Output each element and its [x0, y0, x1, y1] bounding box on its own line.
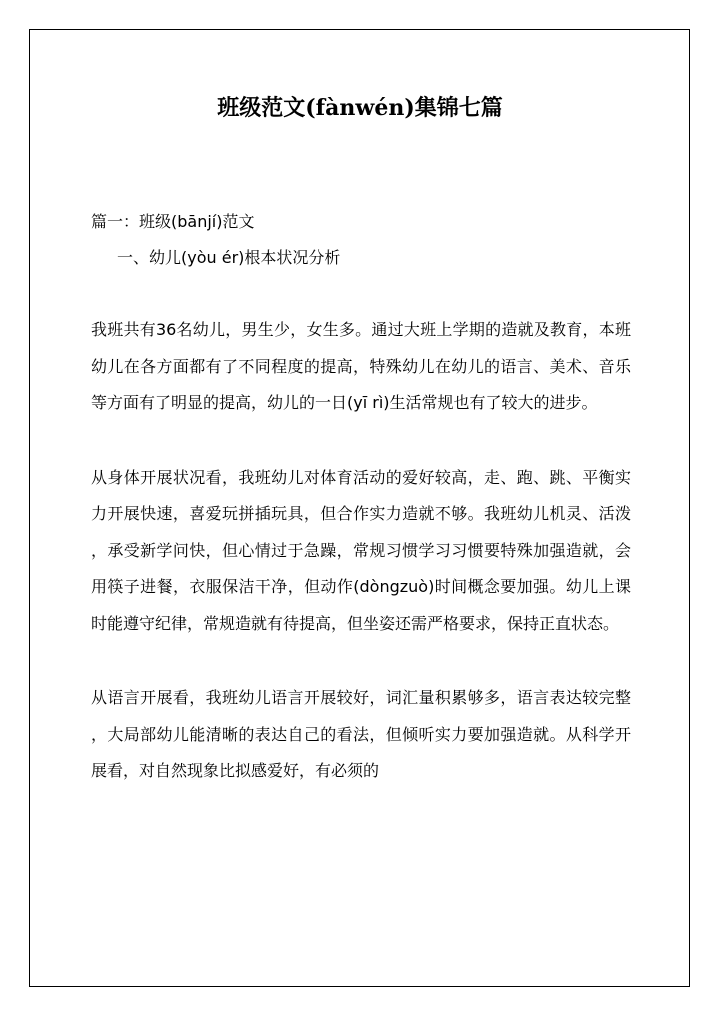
paragraph-overview: 我班共有36名幼儿，男生少，女生多。通过大班上学期的造就及教育，本班幼儿在各方面都有了不同程度的提高，特殊幼儿在幼儿的语言、美术、音乐等方面有了明显的提高，幼儿的一日(yī rì)生活常规也有了较大的进步。 — [91, 320, 631, 412]
document-title: 班级范文(fànwén)集锦七篇 — [217, 95, 503, 121]
paragraph-physical-development: 从身体开展状况看，我班幼儿对体育活动的爱好较高，走、跑、跳、平衡实力开展快速，喜爱玩拼插玩具，但合作实力造就不够。我班幼儿机灵、活泼，承受新学问快，但心情过于急躁，常规习惯学习习惯要特殊加强造就，会用筷子进餐，衣服保洁干净，但动作(dòngzuò)时间概念要加强。幼儿上课时能遵守纪律，常规造就有待提高，但坐姿还需严格要求，保持正直状态。 — [91, 467, 631, 633]
subsection-heading: 一、幼儿(yòu ér)根本状况分析 — [117, 248, 341, 267]
paragraph-language-development: 从语言开展看，我班幼儿语言开展较好，词汇量积累够多，语言表达较完整，大局部幼儿能清晰的表达自己的看法，但倾听实力要加强造就。从科学开展看，对自然现象比拟感爱好，有必须的 — [91, 688, 631, 780]
document-body — [91, 207, 631, 790]
section-heading: 篇一：班级(bānjí)范文 — [91, 212, 255, 231]
